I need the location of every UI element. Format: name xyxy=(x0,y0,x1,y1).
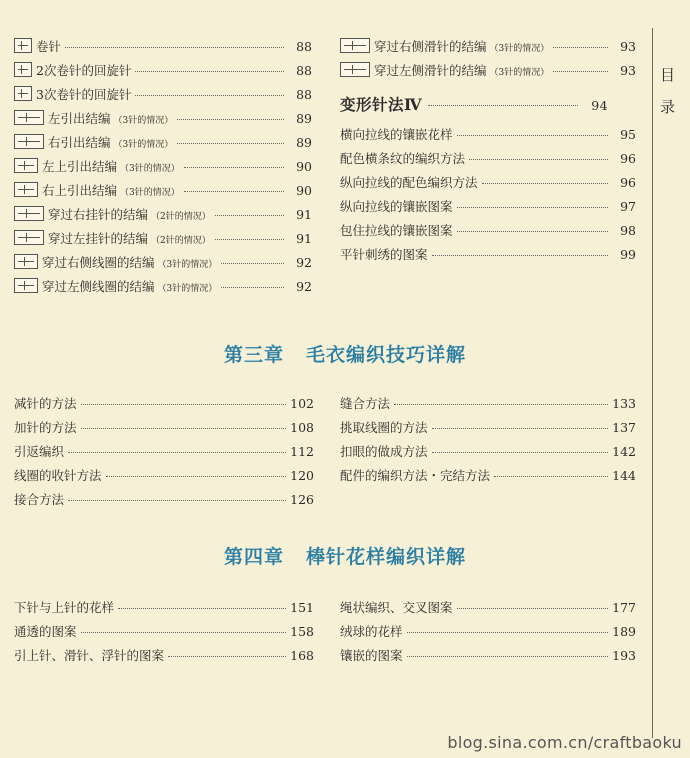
toc-entry xyxy=(14,492,314,508)
dot-leader xyxy=(428,105,578,106)
knitting-symbol-icon xyxy=(14,158,38,173)
dot-leader xyxy=(184,167,284,168)
entry-title: 配色横条纹的编织方法 xyxy=(340,151,466,166)
side-tab-char: 目 xyxy=(660,66,676,84)
dot-leader xyxy=(65,47,284,48)
entry-title: 左引出结编 xyxy=(48,111,111,126)
toc-entry xyxy=(340,396,636,412)
chapter-number: 第四章 xyxy=(223,546,284,568)
entry-page: 92 xyxy=(296,255,312,270)
toc-entry xyxy=(14,132,312,153)
entry-page: 168 xyxy=(290,648,314,663)
chapter-heading xyxy=(0,542,690,569)
dot-leader xyxy=(432,428,608,429)
entry-page: 98 xyxy=(620,223,636,238)
entry-title: 下针与上针的花样 xyxy=(14,600,115,615)
toc-entry xyxy=(340,247,636,263)
dot-leader xyxy=(81,404,286,405)
toc-entry xyxy=(340,127,636,143)
entry-page: 158 xyxy=(290,624,314,639)
dot-leader xyxy=(221,263,284,264)
entry-page: 108 xyxy=(290,420,314,435)
dot-leader xyxy=(168,656,286,657)
dot-leader xyxy=(432,255,608,256)
section-page: 94 xyxy=(591,98,609,113)
dot-leader xyxy=(81,632,286,633)
toc-entry xyxy=(14,600,314,616)
toc-entry xyxy=(340,175,636,191)
toc-entry xyxy=(14,180,312,201)
entry-note: （2针的情况） xyxy=(151,236,211,246)
entry-page: 97 xyxy=(620,199,636,214)
entry-title: 引返编织 xyxy=(14,444,65,459)
entry-title: 绒球的花样 xyxy=(340,624,403,639)
entry-title: 配件的编织方法・完结方法 xyxy=(340,468,491,483)
entry-title: 穿过右侧线圈的结编 xyxy=(42,255,155,270)
entry-title: 扣眼的做成方法 xyxy=(340,444,428,459)
dot-leader xyxy=(68,500,286,501)
entry-page: 90 xyxy=(296,159,312,174)
entry-title: 穿过左挂针的结编 xyxy=(48,231,149,246)
toc-entry xyxy=(340,420,636,436)
toc-entry xyxy=(340,444,636,460)
entry-page: 88 xyxy=(296,39,312,54)
knitting-symbol-icon xyxy=(14,230,44,245)
knitting-symbol-icon xyxy=(14,86,32,101)
knitting-symbol-icon xyxy=(340,62,370,77)
dot-leader xyxy=(494,476,608,477)
entry-page: 189 xyxy=(612,624,636,639)
entry-title: 绳状编织、交叉图案 xyxy=(340,600,453,615)
knitting-symbol-icon xyxy=(14,62,32,77)
toc-entry xyxy=(14,624,314,640)
toc-entry xyxy=(14,84,312,103)
toc-entry xyxy=(14,420,314,436)
entry-note: （3针的情况） xyxy=(157,284,218,294)
toc-entry xyxy=(14,156,312,177)
knitting-symbol-icon xyxy=(14,278,38,293)
entry-page: 95 xyxy=(620,127,636,142)
dot-leader xyxy=(394,404,608,405)
entry-title: 加针的方法 xyxy=(14,420,77,435)
dot-leader xyxy=(177,143,284,144)
dot-leader xyxy=(184,191,284,192)
entry-page: 89 xyxy=(296,111,312,126)
dot-leader xyxy=(215,239,284,240)
dot-leader xyxy=(432,452,608,453)
toc-entry xyxy=(340,151,636,167)
entry-title: 穿过左侧滑针的结编 xyxy=(374,63,487,78)
entry-title: 通透的图案 xyxy=(14,624,77,639)
toc-entry xyxy=(340,36,636,57)
toc-entry xyxy=(340,624,636,640)
toc-entry xyxy=(14,60,312,79)
dot-leader xyxy=(553,71,608,72)
entry-page: 93 xyxy=(620,63,636,78)
dot-leader xyxy=(457,207,608,208)
toc-entry xyxy=(14,252,312,273)
knitting-symbol-icon xyxy=(14,254,38,269)
dot-leader xyxy=(177,119,284,120)
entry-note: （3针的情况） xyxy=(120,164,180,174)
dot-leader xyxy=(106,476,286,477)
entry-title: 穿过右挂针的结编 xyxy=(48,207,149,222)
entry-title: 线圈的收针方法 xyxy=(14,468,102,483)
entry-page: 133 xyxy=(612,396,636,411)
knitting-symbol-icon xyxy=(14,134,44,149)
knitting-symbol-icon xyxy=(14,110,44,125)
toc-entry xyxy=(14,204,312,225)
entry-title: 穿过左侧线圈的结编 xyxy=(42,279,155,294)
entry-page: 88 xyxy=(296,63,312,78)
entry-page: 91 xyxy=(296,207,312,222)
entry-title: 穿过右侧滑针的结编 xyxy=(374,39,487,54)
dot-leader xyxy=(553,47,608,48)
section-title: 变形针法Ⅳ xyxy=(340,95,423,114)
dot-leader xyxy=(457,231,608,232)
knitting-symbol-icon xyxy=(14,182,38,197)
dot-leader xyxy=(135,71,284,72)
entry-page: 120 xyxy=(290,468,314,483)
toc-entry xyxy=(340,468,636,484)
entry-page: 177 xyxy=(612,600,636,615)
toc-entry xyxy=(14,396,314,412)
entry-page: 99 xyxy=(620,247,636,262)
side-divider xyxy=(652,28,653,738)
dot-leader xyxy=(407,632,608,633)
watermark: blog.sina.com.cn/craftbaoku xyxy=(447,733,682,752)
entry-note: （3针的情况） xyxy=(489,44,550,54)
dot-leader xyxy=(482,183,608,184)
entry-page: 92 xyxy=(296,279,312,294)
entry-page: 93 xyxy=(620,39,636,54)
entry-page: 96 xyxy=(620,151,636,166)
toc-entry xyxy=(14,648,314,664)
entry-page: 88 xyxy=(296,87,312,102)
entry-title: 镶嵌的图案 xyxy=(340,648,403,663)
dot-leader xyxy=(407,656,608,657)
dot-leader xyxy=(68,452,286,453)
entry-page: 102 xyxy=(290,396,314,411)
entry-title: 2次卷针的回旋针 xyxy=(36,63,132,78)
entry-title: 缝合方法 xyxy=(340,396,391,411)
entry-title: 接合方法 xyxy=(14,492,65,507)
toc-entry xyxy=(14,108,312,129)
knitting-symbol-icon xyxy=(14,206,44,221)
entry-page: 137 xyxy=(612,420,636,435)
toc-entry xyxy=(14,468,314,484)
entry-title: 3次卷针的回旋针 xyxy=(36,87,132,102)
entry-title: 引上针、滑针、浮针的图案 xyxy=(14,648,165,663)
section-heading xyxy=(340,93,608,115)
dot-leader xyxy=(215,215,284,216)
toc-entry xyxy=(14,444,314,460)
dot-leader xyxy=(221,287,284,288)
dot-leader xyxy=(81,428,286,429)
entry-title: 左上引出结编 xyxy=(42,159,118,174)
entry-title: 纵向拉线的配色编织方法 xyxy=(340,175,478,190)
entry-title: 减针的方法 xyxy=(14,396,77,411)
dot-leader xyxy=(457,135,608,136)
entry-page: 91 xyxy=(296,231,312,246)
dot-leader xyxy=(469,159,608,160)
entry-title: 挑取线圈的方法 xyxy=(340,420,428,435)
entry-title: 右上引出结编 xyxy=(42,183,118,198)
entry-note: （3针的情况） xyxy=(120,188,180,198)
dot-leader xyxy=(135,95,284,96)
toc-entry xyxy=(340,199,636,215)
knitting-symbol-icon xyxy=(14,38,32,53)
entry-note: （3针的情况） xyxy=(113,116,174,126)
entry-page: 144 xyxy=(612,468,636,483)
dot-leader xyxy=(118,608,286,609)
toc-entry xyxy=(14,276,312,297)
toc-entry xyxy=(14,228,312,249)
toc-entry xyxy=(340,648,636,664)
chapter-heading xyxy=(0,340,690,367)
entry-title: 包住拉线的镶嵌图案 xyxy=(340,223,453,238)
dot-leader xyxy=(457,608,608,609)
toc-entry xyxy=(340,223,636,239)
entry-title: 纵向拉线的镶嵌图案 xyxy=(340,199,453,214)
entry-page: 112 xyxy=(290,444,314,459)
entry-page: 89 xyxy=(296,135,312,150)
toc-entry xyxy=(340,600,636,616)
entry-title: 卷针 xyxy=(36,39,62,54)
entry-note: （2针的情况） xyxy=(151,212,211,222)
knitting-symbol-icon xyxy=(340,38,370,53)
entry-note: （3针的情况） xyxy=(113,140,174,150)
chapter-title: 毛衣编织技巧详解 xyxy=(306,344,467,366)
entry-note: （3针的情况） xyxy=(157,260,218,270)
entry-title: 平针刺绣的图案 xyxy=(340,247,428,262)
chapter-title: 棒针花样编织详解 xyxy=(306,546,467,568)
side-tab-char: 录 xyxy=(660,98,676,116)
entry-page: 151 xyxy=(290,600,314,615)
entry-page: 96 xyxy=(620,175,636,190)
entry-title: 右引出结编 xyxy=(48,135,111,150)
entry-title: 横向拉线的镶嵌花样 xyxy=(340,127,453,142)
entry-page: 193 xyxy=(612,648,636,663)
entry-note: （3针的情况） xyxy=(489,68,550,78)
entry-page: 142 xyxy=(612,444,636,459)
entry-page: 126 xyxy=(290,492,314,507)
toc-entry xyxy=(340,60,636,81)
toc-entry xyxy=(14,36,312,55)
entry-page: 90 xyxy=(296,183,312,198)
chapter-number: 第三章 xyxy=(223,344,284,366)
